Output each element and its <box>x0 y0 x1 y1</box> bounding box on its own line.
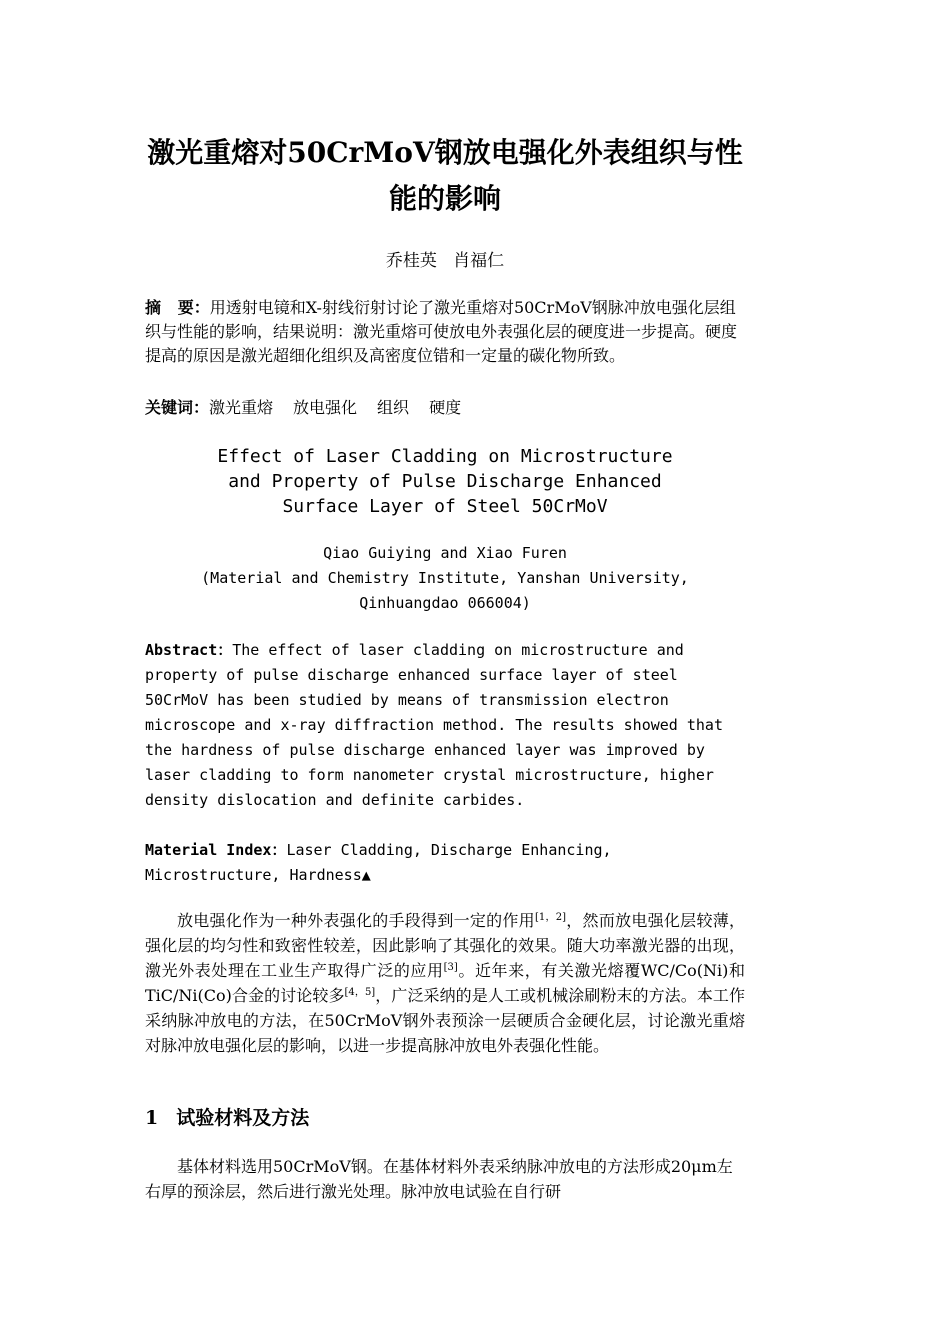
keyword-item: 放电强化 <box>293 398 358 417</box>
intro-text: ，然而放电强化层较薄，强化层的均匀性和致密性较差，因此影响了其强化的效果。随大功率激光器的出现，激光外表处理在工业生产取得广泛的应用 <box>145 911 745 980</box>
abstract-en-label: Abstract： <box>145 641 233 659</box>
material-index-label: Material Index： <box>145 841 287 859</box>
affiliation-line: Qinhuangdao 066004) <box>359 594 531 612</box>
section-number: 1 <box>145 1107 159 1129</box>
authors-en <box>145 541 745 616</box>
affiliation-line: (Material and Chemistry Institute, Yanshan University, <box>201 569 689 587</box>
abstract-zh-label: 摘 要： <box>145 298 210 317</box>
section-paragraph <box>145 1154 745 1204</box>
material-index <box>145 838 745 888</box>
keywords-zh <box>145 396 745 420</box>
introduction-paragraph <box>145 908 745 1058</box>
citation-ref: [1，2] <box>534 912 567 923</box>
abstract-en-text: The effect of laser cladding on microstructure and property of pulse discharge enhanced surface layer of steel 50CrMoV has been studied by means of transmission electron microscope and x-ray diffraction method. The results showed that the hardness of pulse discharge enhanced layer was improved by laser cladding to form nanometer crystal microstructure, higher density dislocation and definite carbides. <box>145 641 723 809</box>
section-text: 基体材料选用50CrMoV钢。在基体材料外表采纳脉冲放电的方法形成20μm左右厚的预涂层，然后进行激光处理。脉冲放电试验在自行研 <box>145 1157 733 1201</box>
material-index-text: Laser Cladding, Discharge Enhancing, Microstructure, Hardness▲ <box>145 841 612 884</box>
abstract-zh <box>145 296 745 368</box>
authors-zh-names: 乔桂英 肖福仁 <box>385 251 505 271</box>
intro-text: 。近年来，有关激光熔覆WC/Co(Ni)和TiC/Ni(Co)合金的讨论较多 <box>145 961 745 1005</box>
authors-zh <box>145 248 745 274</box>
abstract-zh-text: 用透射电镜和X-射线衍射讨论了激光重熔对50CrMoV钢脉冲放电强化层组织与性能的影响，结果说明：激光重熔可使放电外表强化层的硬度进一步提高。硬度提高的原因是激光超细化组织及高密度位错和一定量的碳化物所致。 <box>145 298 738 365</box>
citation-ref: [4，5] <box>344 987 376 998</box>
keyword-item: 组织 <box>377 398 410 417</box>
title-en-line: and Property of Pulse Discharge Enhanced <box>228 471 662 492</box>
title-en-line: Surface Layer of Steel 50CrMoV <box>282 496 608 517</box>
abstract-en <box>145 638 745 813</box>
citation-ref: [3] <box>443 962 458 973</box>
paper-title-zh: 激光重熔对50CrMoV钢放电强化外表组织与性能的影响 <box>147 136 743 215</box>
keyword-item: 硬度 <box>429 398 462 417</box>
section-title: 试验材料及方法 <box>176 1107 310 1129</box>
title-en-line: Effect of Laser Cladding on Microstructure <box>217 446 673 467</box>
intro-text: ，广泛采纳的是人工或机械涂刷粉末的方法。本工作采纳脉冲放电的方法，在50CrMoV钢外表预涂一层硬质合金硬化层，讨论激光重熔对脉冲放电强化层的影响，以进一步提高脉冲放电外表强化性能。 <box>145 986 745 1055</box>
authors-en-names: Qiao Guiying and Xiao Furen <box>323 544 567 562</box>
intro-text: 放电强化作为一种外表强化的手段得到一定的作用 <box>177 911 535 930</box>
keyword-item: 激光重熔 <box>209 398 274 417</box>
section-heading <box>145 1104 745 1132</box>
keywords-zh-label: 关键词： <box>145 398 210 417</box>
paper-title-en <box>145 444 745 519</box>
